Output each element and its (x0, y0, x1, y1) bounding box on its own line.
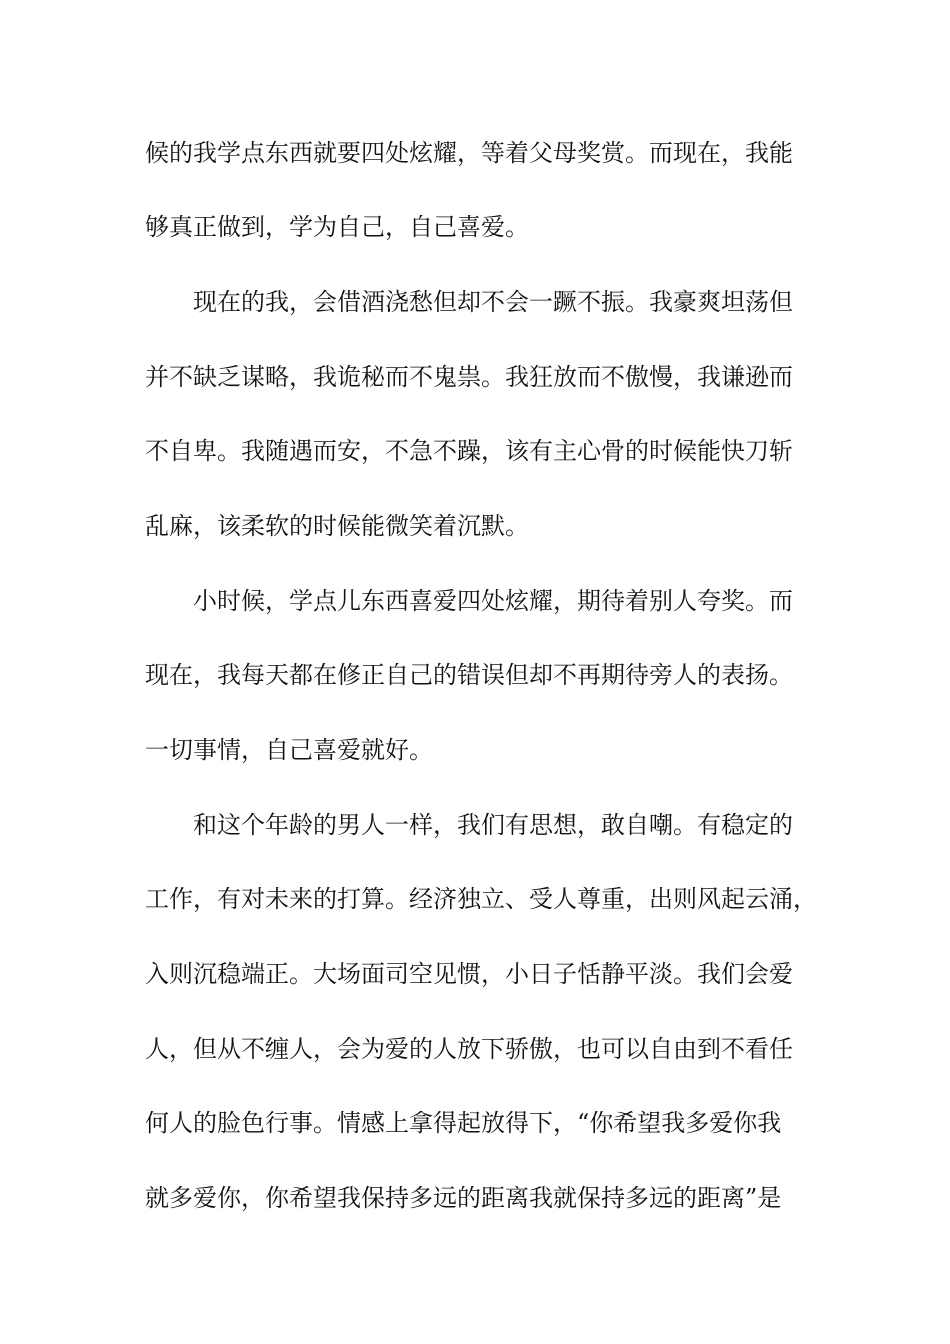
paragraph-line: 入则沉稳端正。大场面司空见惯，小日子恬静平淡。我们会爱 (145, 960, 793, 988)
paragraph-line: 人，但从不缠人，会为爱的人放下骄傲，也可以自由到不看任 (145, 1035, 793, 1063)
paragraph-line: 一切事情，自己喜爱就好。 (145, 736, 433, 764)
paragraph-line: 并不缺乏谋略，我诡秘而不鬼祟。我狂放而不傲慢，我谦逊而 (145, 363, 793, 391)
paragraph-line: 何人的脸色行事。情感上拿得起放得下，“你希望我多爱你我 (145, 1109, 782, 1137)
paragraph-line: 现在，我每天都在修正自己的错误但却不再期待旁人的表扬。 (145, 661, 793, 689)
paragraph-line: 就多爱你，你希望我保持多远的距离我就保持多远的距离”是 (145, 1184, 782, 1212)
paragraph-line: 够真正做到，学为自己，自己喜爱。 (145, 213, 529, 241)
paragraph-line: 候的我学点东西就要四处炫耀，等着父母奖赏。而现在，我能 (145, 139, 793, 167)
paragraph-line: 现在的我，会借酒浇愁但却不会一蹶不振。我豪爽坦荡但 (193, 288, 793, 316)
paragraph-line: 工作，有对未来的打算。经济独立、受人尊重，出则风起云涌， (145, 885, 817, 913)
paragraph-line: 不自卑。我随遇而安，不急不躁，该有主心骨的时候能快刀斩 (145, 437, 793, 465)
paragraph-line: 小时候，学点儿东西喜爱四处炫耀，期待着别人夸奖。而 (193, 587, 793, 615)
paragraph-line: 和这个年龄的男人一样，我们有思想，敢自嘲。有稳定的 (193, 811, 793, 839)
paragraph-line: 乱麻，该柔软的时候能微笑着沉默。 (145, 512, 529, 540)
